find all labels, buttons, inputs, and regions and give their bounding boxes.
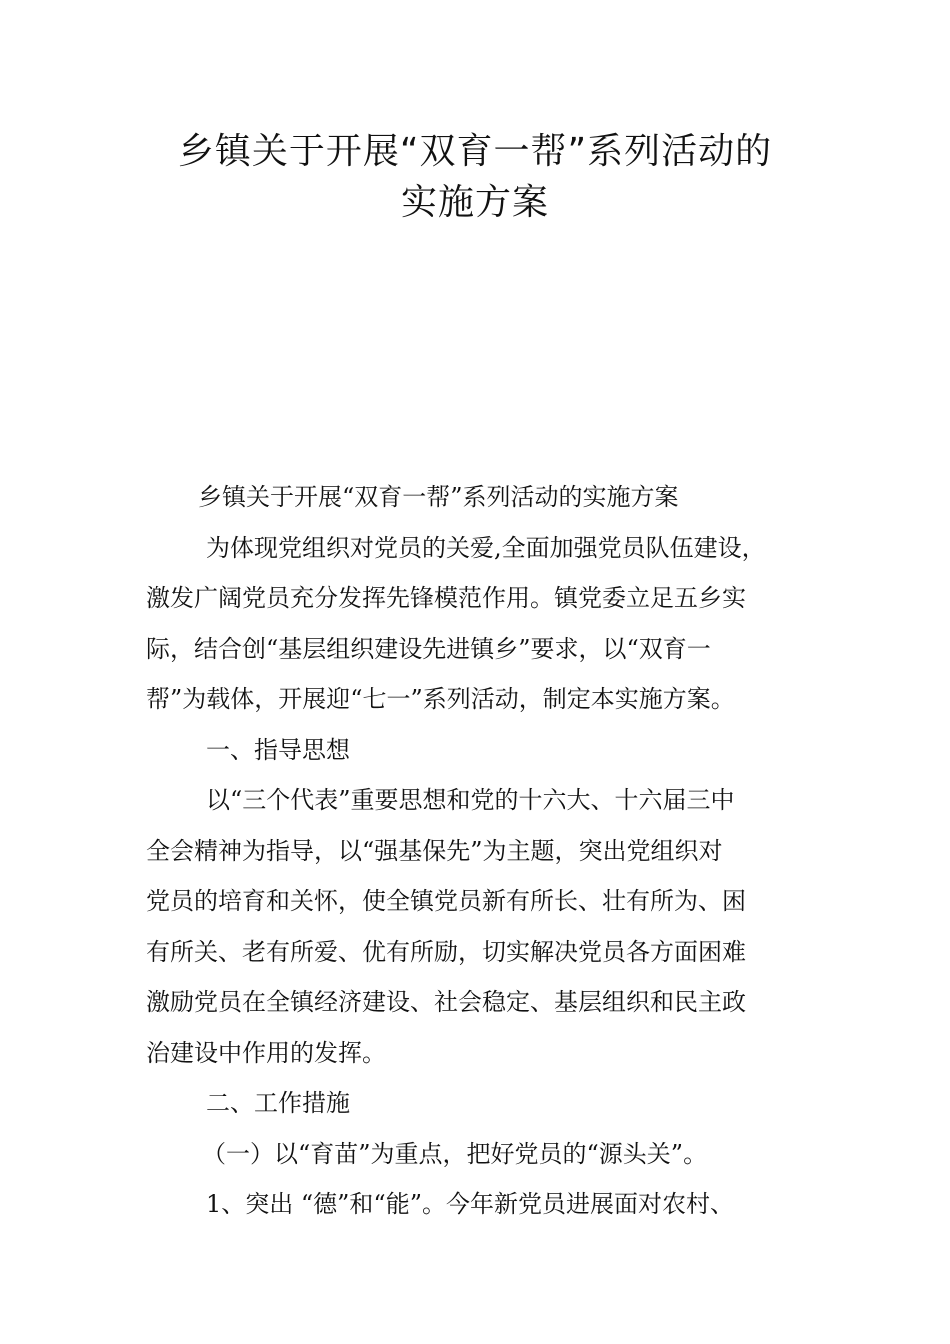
body-subtitle: 乡镇关于开展“双育一帮”系列活动的实施方案 bbox=[198, 483, 679, 511]
body-line: 1、突出 “德”和“能”。今年新党员进展面对农村、 bbox=[206, 1190, 734, 1218]
body-line: 治建设中作用的发挥。 bbox=[146, 1038, 386, 1067]
section-heading-work-measures: 二、工作措施 bbox=[206, 1089, 350, 1117]
body-line: 激励党员在全镇经济建设、社会稳定、基层组织和民主政 bbox=[146, 988, 746, 1016]
subsection-heading: （一）以“育苗”为重点，把好党员的“源头关”。 bbox=[202, 1139, 708, 1168]
body-line: 为体现党组织对党员的关爱,全面加强党员队伍建设， bbox=[206, 533, 766, 562]
section-heading-guiding-ideology: 一、指导思想 bbox=[206, 735, 350, 764]
body-line: 以“三个代表”重要思想和党的十六大、十六届三中 bbox=[206, 786, 735, 814]
body-line: 党员的培育和关怀，使全镇党员新有所长、壮有所为、困 bbox=[146, 887, 746, 915]
body-line: 帮”为载体，开展迎“七一”系列活动，制定本实施方案。 bbox=[146, 685, 735, 713]
document-body bbox=[146, 472, 826, 1230]
body-line: 际，结合创“基层组织建设先进镇乡”要求，以“双育一 bbox=[146, 634, 711, 663]
document-title-line-2: 实施方案 bbox=[400, 182, 549, 223]
body-line: 激发广阔党员充分发挥先锋模范作用。镇党委立足五乡实 bbox=[146, 584, 746, 612]
body-line: 全会精神为指导，以“强基保先”为主题，突出党组织对 bbox=[146, 836, 723, 865]
document-title-line-1: 乡镇关于开展“双育一帮”系列活动的 bbox=[177, 131, 773, 172]
body-line: 有所关、老有所爱、优有所励，切实解决党员各方面困难 bbox=[146, 937, 746, 966]
